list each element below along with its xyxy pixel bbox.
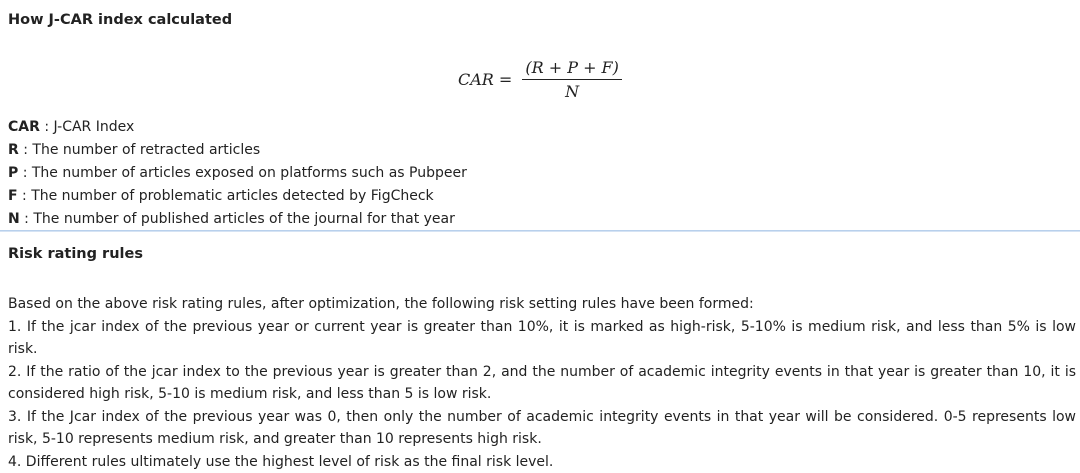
definition-p [8, 162, 467, 185]
definition-text: : The number of published articles of the journal for that year [20, 211, 455, 227]
formula-numerator: (R + P + F) [522, 58, 622, 79]
definition-term: R [8, 142, 19, 158]
risk-rules-text [8, 293, 1076, 473]
definition-text: : The number of articles exposed on platforms such as Pubpeer [18, 165, 467, 181]
section-title-risk: Risk rating rules [8, 246, 143, 262]
formula-denominator: N [565, 80, 579, 101]
definition-text: : The number of retracted articles [19, 142, 260, 158]
definition-n [8, 208, 467, 231]
rule-item: 2. If the ratio of the jcar index to the previous year is greater than 2, and the number of academic integrity events in that year is greater than 10, it is considered high risk, 5-10 is medium risk, and less than 5 is low risk. [8, 361, 1076, 406]
car-formula [458, 58, 622, 101]
section-title-jcar: How J-CAR index calculated [8, 12, 232, 28]
rule-item: 1. If the jcar index of the previous year or current year is greater than 10%, it is marked as high-risk, 5-10% is medium risk, and less than 5% is low risk. [8, 316, 1076, 361]
definition-car [8, 116, 467, 139]
section-divider [0, 230, 1080, 232]
formula-lhs: CAR = [458, 70, 512, 89]
definition-f [8, 185, 467, 208]
definition-text: : The number of problematic articles detected by FigCheck [18, 188, 434, 204]
definition-term: CAR [8, 119, 40, 135]
definition-term: N [8, 211, 20, 227]
formula-section [0, 0, 1080, 232]
definition-term: P [8, 165, 18, 181]
definitions-list [8, 116, 467, 231]
rules-intro: Based on the above risk rating rules, after optimization, the following risk setting rules have been formed: [8, 293, 1076, 316]
rule-item: 3. If the Jcar index of the previous year was 0, then only the number of academic integrity events in that year will be considered. 0-5 represents low risk, 5-10 represents medium risk, and greater than 10 represents high risk. [8, 406, 1076, 451]
definition-r [8, 139, 467, 162]
definition-text: : J-CAR Index [40, 119, 134, 135]
formula-fraction [522, 58, 622, 101]
rule-item: 4. Different rules ultimately use the highest level of risk as the final risk level. [8, 451, 1076, 473]
definition-term: F [8, 188, 18, 204]
